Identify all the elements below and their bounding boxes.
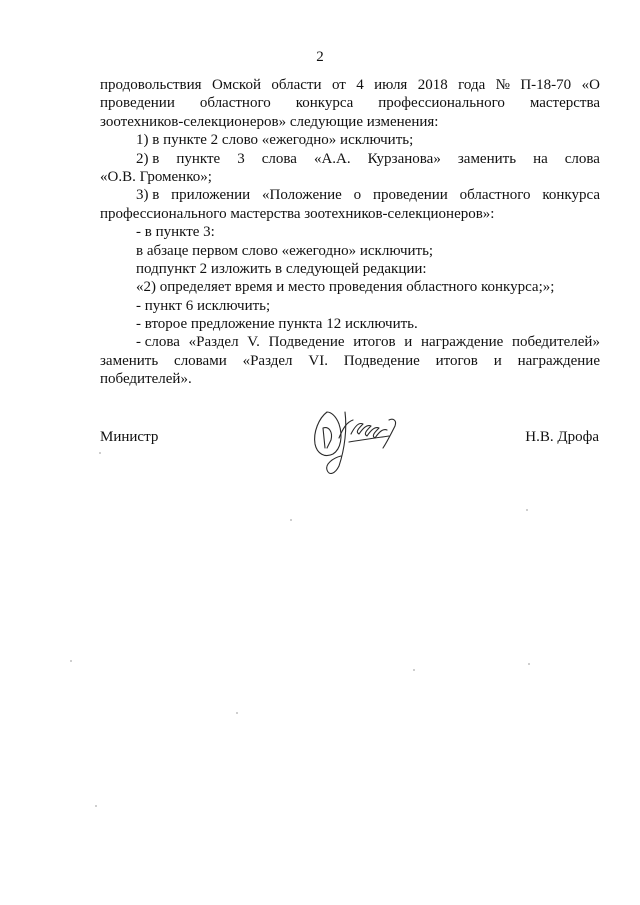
body-line — [100, 186, 600, 204]
body-word: 2) в — [136, 150, 160, 167]
body-word: П-18-70 — [520, 77, 572, 93]
body-word: «Раздел — [188, 334, 239, 351]
body-word: 3) в — [136, 187, 160, 204]
body-word: словами — [174, 352, 227, 369]
body-word: продовольствия — [100, 77, 202, 93]
body-word: 4 — [356, 77, 364, 93]
signatory-title: Министр — [100, 429, 159, 445]
body-word: пункте — [176, 150, 221, 167]
body-word: «Положение — [262, 187, 342, 204]
body-line: зоотехников-селекционеров» следующие изменения: — [100, 113, 439, 130]
body-word: V. — [247, 334, 260, 351]
body-line — [100, 352, 600, 370]
body-word: - слова — [136, 334, 180, 351]
body-line: победителей». — [100, 371, 192, 388]
scan-speck — [528, 663, 530, 665]
body-line: подпункт 2 изложить в следующей редакции: — [136, 260, 427, 277]
body-word: области — [271, 77, 322, 93]
body-word: 2018 — [417, 77, 448, 93]
body-word: на — [533, 150, 548, 167]
body-word: Подведение — [343, 352, 420, 369]
body-word: областного — [459, 187, 531, 204]
body-word: проведении — [100, 95, 175, 112]
scan-speck — [70, 660, 72, 662]
body-word: областного — [199, 95, 271, 112]
body-word: года — [458, 77, 486, 93]
body-line — [100, 76, 600, 94]
body-word: № — [495, 77, 510, 93]
scan-speck — [95, 805, 97, 807]
body-word: приложении — [171, 187, 251, 204]
body-word: слова — [261, 150, 297, 167]
body-word: и — [404, 334, 413, 351]
body-word: награждение — [517, 352, 600, 369]
body-word: «А.А. — [313, 150, 351, 167]
body-line: в абзаце первом слово «ежегодно» исключить; — [136, 242, 434, 259]
body-word: победителей» — [512, 334, 600, 351]
body-line — [100, 94, 600, 112]
scan-speck — [413, 669, 415, 671]
body-word: заменить — [100, 352, 159, 369]
body-word: слова — [564, 150, 600, 167]
body-word: VI. — [308, 352, 328, 369]
signatory-name: Н.В. Дрофа — [525, 429, 599, 445]
body-word: заменить — [457, 150, 517, 167]
scan-speck — [290, 519, 292, 521]
body-word: о — [353, 187, 362, 204]
handwritten-signature-icon — [305, 398, 405, 480]
body-line — [100, 150, 600, 168]
scan-speck — [99, 452, 101, 454]
body-line — [100, 333, 600, 351]
body-word: награждение — [420, 334, 504, 351]
body-word: мастерства — [529, 95, 600, 112]
scan-speck — [526, 509, 528, 511]
body-word: Подведение — [268, 334, 345, 351]
body-word: июля — [374, 77, 408, 93]
body-word: Курзанова» — [367, 150, 441, 167]
body-word: и — [493, 352, 502, 369]
body-line: - пункт 6 исключить; — [136, 297, 271, 314]
body-word: «Раздел — [242, 352, 293, 369]
body-word: 3 — [237, 150, 245, 167]
document-body — [100, 76, 600, 389]
body-word: проведении — [372, 187, 448, 204]
body-line: «2) определяет время и место проведения областного конкурса;»; — [136, 279, 555, 296]
body-word: «О — [581, 77, 600, 93]
body-word: конкурса — [542, 187, 600, 204]
body-word: профессионального — [378, 95, 505, 112]
body-word: итогов — [353, 334, 396, 351]
body-word: Омской — [211, 77, 261, 93]
body-word: итогов — [435, 352, 478, 369]
body-line: 1) в пункте 2 слово «ежегодно» исключить; — [136, 132, 414, 149]
body-line: профессионального мастерства зоотехников-селекционеров»: — [100, 205, 495, 222]
body-word: конкурса — [295, 95, 354, 112]
scan-speck — [236, 712, 238, 714]
body-line: «О.В. Громенко»; — [100, 168, 212, 185]
body-line: - второе предложение пункта 12 исключить. — [136, 316, 418, 333]
body-word: от — [331, 77, 346, 93]
body-line: - в пункте 3: — [136, 224, 215, 241]
page-number: 2 — [316, 49, 324, 65]
